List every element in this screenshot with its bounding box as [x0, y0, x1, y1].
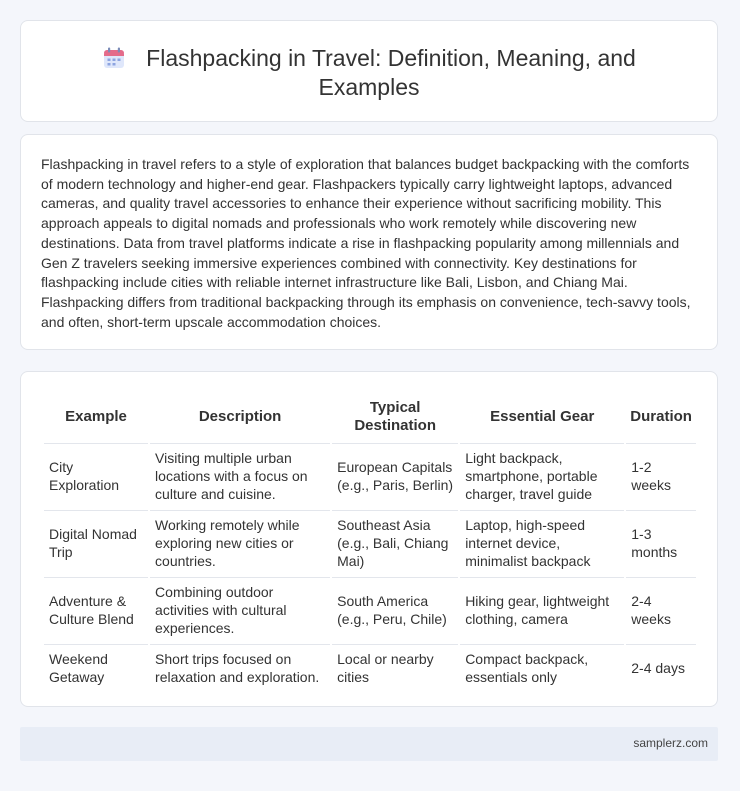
description-card: [20, 134, 718, 350]
table-row: [44, 510, 696, 575]
table-row: [44, 443, 696, 508]
cell-duration: 2-4 days: [626, 644, 696, 691]
cell-description: Visiting multiple urban locations with a focus on culture and cuisine.: [150, 443, 330, 508]
header-duration: Duration: [630, 408, 692, 425]
cell-gear: Laptop, high-speed internet device, minimalist backpack: [460, 510, 624, 575]
description-text: Flashpacking in travel refers to a style of exploration that balances budget backpacking with the comforts of modern technology and higher-end gear. Flashpackers typically carry lightweight laptops, advanced cameras, and quality travel accessories to enhance their experience without sacrificing mobility. This approach appeals to digital nomads and professionals who work remotely while discovering new destinations. Data from travel platforms indicate a rise in flashpacking popularity among millennials and Gen Z travelers seeking immersive experiences combined with connectivity. Key destinations for flashpacking include cities with reliable internet infrastructure like Bali, Lisbon, and Chiang Mai. Flashpacking differs from traditional backpacking through its emphasis on convenience, tech-savvy tools, and often, short-term upscale accommodation choices.: [41, 156, 691, 330]
header-essential-gear: Essential Gear: [490, 408, 595, 425]
cell-destination: Southeast Asia (e.g., Bali, Chiang Mai): [332, 510, 458, 575]
cell-description: Working remotely while exploring new cities or countries.: [150, 510, 330, 575]
header-example: Example: [65, 408, 127, 425]
title-card: [20, 20, 718, 122]
cell-destination: European Capitals (e.g., Paris, Berlin): [332, 443, 458, 508]
cell-destination: Local or nearby cities: [332, 644, 458, 691]
cell-example: Digital Nomad Trip: [44, 510, 148, 575]
footer: [20, 727, 718, 761]
table-row: [44, 577, 696, 642]
cell-example: City Exploration: [44, 443, 148, 508]
cell-description: Short trips focused on relaxation and exploration.: [150, 644, 330, 691]
cell-duration: 2-4 weeks: [626, 577, 696, 642]
cell-gear: Hiking gear, lightweight clothing, camera: [460, 577, 624, 642]
header-typical-destination: Typical Destination: [354, 399, 436, 434]
page-title: [21, 44, 717, 102]
page-title-text: Flashpacking in Travel: Definition, Meaning, and Examples: [146, 45, 636, 100]
calendar-icon: [102, 46, 126, 70]
footer-site-link[interactable]: samplerz.com: [633, 736, 708, 750]
cell-destination: South America (e.g., Peru, Chile): [332, 577, 458, 642]
table-header-row: [44, 393, 696, 441]
table-row: [44, 644, 696, 691]
cell-example: Weekend Getaway: [44, 644, 148, 691]
cell-gear: Compact backpack, essentials only: [460, 644, 624, 691]
cell-duration: 1-3 months: [626, 510, 696, 575]
cell-gear: Light backpack, smartphone, portable charger, travel guide: [460, 443, 624, 508]
examples-table-card: [20, 371, 718, 707]
cell-description: Combining outdoor activities with cultural experiences.: [150, 577, 330, 642]
cell-example: Adventure & Culture Blend: [44, 577, 148, 642]
header-description: Description: [198, 408, 282, 425]
examples-table: [42, 391, 698, 693]
cell-duration: 1-2 weeks: [626, 443, 696, 508]
